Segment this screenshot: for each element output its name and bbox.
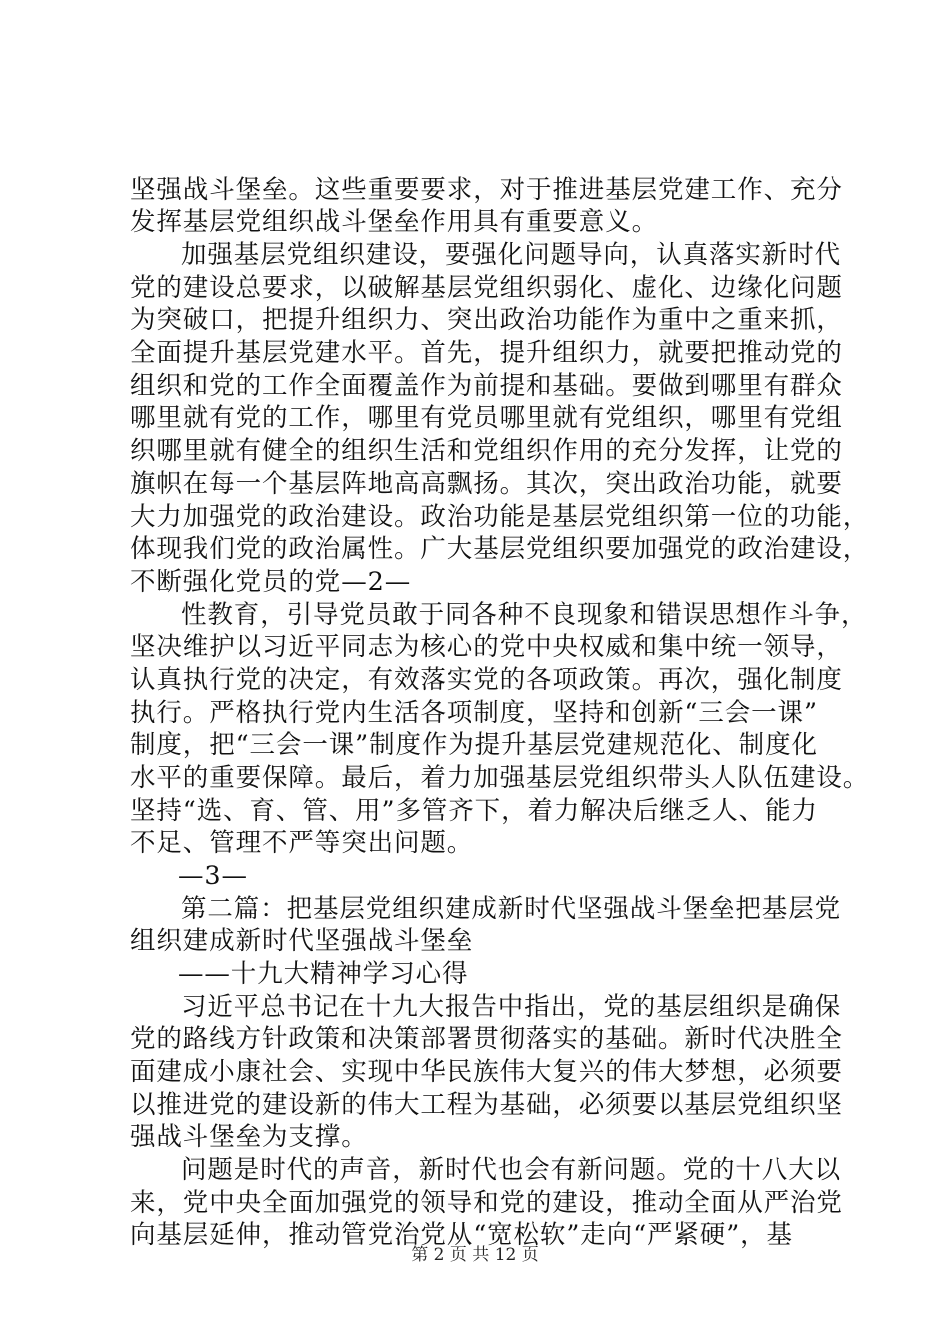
section-subtitle: ——十九大精神学习心得 [178, 959, 469, 989]
paragraph-line: 面建成小康社会、实现中华民族伟大复兴的伟大梦想，必须要 [130, 1057, 843, 1087]
section-heading: 第二篇：把基层党组织建成新时代坚强战斗堡垒把基层党 [181, 894, 842, 924]
paragraph-line: 向基层延伸，推动管党治党从“宽松软”走向“严紧硬”，基 [130, 1220, 793, 1250]
paragraph-line: 旗帜在每一个基层阵地高高飘扬。其次，突出政治功能，就要 [130, 469, 843, 499]
paragraph-line: 发挥基层党组织战斗堡垒作用具有重要意义。 [130, 207, 659, 237]
paragraph-line: 认真执行党的决定，有效落实党的各项政策。再次，强化制度 [130, 665, 843, 695]
paragraph-line: 不断强化党员的党—2— [130, 567, 412, 597]
paragraph-line: 坚决维护以习近平同志为核心的党中央权威和集中统一领导， [130, 632, 843, 662]
paragraph-line: 制度，把“三会一课”制度作为提升基层党建规范化、制度化 [130, 730, 818, 760]
paragraph-line: 组织和党的工作全面覆盖作为前提和基础。要做到哪里有群众 [130, 371, 843, 401]
paragraph-line: 强战斗堡垒为支撑。 [130, 1122, 368, 1152]
paragraph-line: 问题是时代的声音，新时代也会有新问题。党的十八大以 [181, 1155, 842, 1185]
paragraph-line: 体现我们党的政治属性。广大基层党组织要加强党的政治建设， [130, 534, 870, 564]
paragraph-line: 坚强战斗堡垒。这些重要要求，对于推进基层党建工作、充分 [130, 175, 843, 205]
paragraph-line: 为突破口，把提升组织力、突出政治功能作为重中之重来抓， [130, 305, 843, 335]
paragraph-line: 党的建设总要求，以破解基层党组织弱化、虚化、边缘化问题 [130, 273, 843, 303]
paragraph-line: 执行。严格执行党内生活各项制度，坚持和创新“三会一课” [130, 698, 818, 728]
paragraph-line: 加强基层党组织建设，要强化问题导向，认真落实新时代 [181, 240, 842, 270]
paragraph-line: 党的路线方针政策和决策部署贯彻落实的基础。新时代决胜全 [130, 1024, 843, 1054]
page-marker: —3— [178, 861, 248, 891]
paragraph-line: 织哪里就有健全的组织生活和党组织作用的充分发挥，让党的 [130, 436, 843, 466]
paragraph-line: 不足、管理不严等突出问题。 [130, 828, 474, 858]
paragraph-line: 坚持“选、育、管、用”多管齐下，着力解决后继乏人、能力 [130, 796, 818, 826]
section-heading: 组织建成新时代坚强战斗堡垒 [130, 926, 474, 956]
paragraph-line: 哪里就有党的工作，哪里有党员哪里就有党组织，哪里有党组 [130, 403, 843, 433]
paragraph-line: 以推进党的建设新的伟大工程为基础，必须要以基层党组织坚 [130, 1090, 843, 1120]
page-number-footer: 第 2 页 共 12 页 [411, 1245, 539, 1265]
paragraph-line: 来，党中央全面加强党的领导和党的建设，推动全面从严治党 [130, 1188, 843, 1218]
paragraph-line: 水平的重要保障。最后，着力加强基层党组织带头人队伍建设。 [130, 763, 870, 793]
paragraph-line: 性教育，引导党员敢于同各种不良现象和错误思想作斗争， [181, 600, 868, 630]
paragraph-line: 习近平总书记在十九大报告中指出，党的基层组织是确保 [181, 992, 842, 1022]
paragraph-line: 全面提升基层党建水平。首先，提升组织力，就要把推动党的 [130, 338, 843, 368]
paragraph-line: 大力加强党的政治建设。政治功能是基层党组织第一位的功能， [130, 502, 870, 532]
